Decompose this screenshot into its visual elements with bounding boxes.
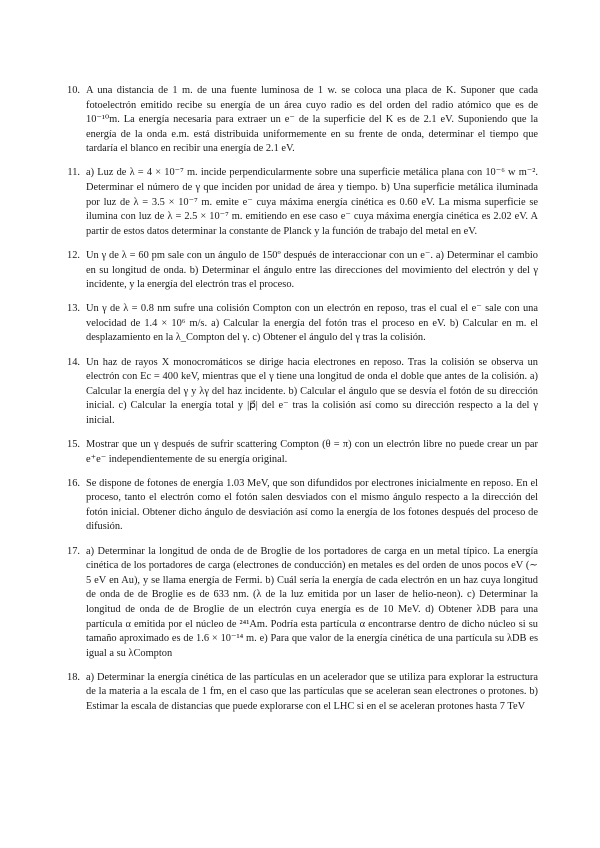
problem-13 xyxy=(60,302,538,346)
problem-text: Un γ de λ = 60 pm sale con un ángulo de 150º después de interaccionar con un e⁻. a) Determinar el cambio en su longitud de onda. b) Determinar el ángulo entre las direcciones del movimiento del electrón y del γ incidente, y la energía del electrón tras el proceso. xyxy=(86,249,538,291)
problem-18 xyxy=(60,671,538,715)
problem-text: a) Determinar la longitud de onda de de Broglie de los portadores de carga en un metal típico. La energía cinética de los portadores de carga (electrones de conducción) en metales es del orden de unos pocos eV (∼ 5 eV en Au), y se llama energía de Fermi. b) Cuál sería la energía de cada electrón en un haz cuya longitud de onda de de Broglie es de 633 nm. (λ de la luz emitida por un laser de helio-neon). c) Determinar la longitud de onda de de Broglie de un electrón cuya energía es de 10 MeV. d) Obtener λDB para una partícula α emitida por el núcleo de ²⁴¹Am. Podría esta partícula α encontrarse dentro de dicho núcleo si su tamaño aproximado es de 1.6 × 10⁻¹⁴ m. e) Para que valor de la energía cinética de una partícula su λDB es igual a su λCompton xyxy=(86,545,538,659)
problem-number: 17. xyxy=(67,545,80,557)
problem-number: 12. xyxy=(67,249,80,261)
problem-number: 13. xyxy=(67,303,80,315)
problem-16 xyxy=(60,477,538,535)
problem-number: 16. xyxy=(67,477,80,489)
problem-text: a) Determinar la energía cinética de las partículas en un acelerador que se utiliza para explorar la estructura de la materia a la escala de 1 fm, en el caso que las partículas que se aceleran sean electrones o protones. b) Estimar la escala de distancias que puede explorarse con el LHC si en el se aceleran protones hasta 7 TeV xyxy=(86,671,538,712)
problem-number: 11. xyxy=(67,167,80,179)
problem-number: 15. xyxy=(67,438,80,450)
problem-11 xyxy=(60,166,538,239)
problem-number: 18. xyxy=(67,671,80,683)
problem-text: a) Luz de λ = 4 × 10⁻⁷ m. incide perpendicularmente sobre una superficie metálica plana con 10⁻⁶ w m⁻². Determinar el número de γ que inciden por unidad de área y tiempo. b) Una superficie metálica iluminada por luz de λ = 3.5 × 10⁻⁷ m. emite e⁻ cuya máxima energía cinética es 0.60 eV. La misma superficie se ilumina con luz de λ = 2.5 × 10⁻⁷ m. emitiendo en ese caso e⁻ cuya máxima energía cinética es 2.02 eV. A partir de estos datos determinar la constante de Planck y la función de trabajo del metal en eV. xyxy=(86,167,538,237)
problem-text: Un γ de λ = 0.8 nm sufre una colisión Compton con un electrón en reposo, tras el cual el e⁻ sale con una velocidad de 1.4 × 10⁶ m/s. a) Calcular la energía del fotón tras el proceso en eV. b) Calcular en m. el desplazamiento en la λ_Compton del γ. c) Obtener el ángulo del γ tras la colisión. xyxy=(86,303,538,344)
problem-10 xyxy=(60,84,538,157)
problem-15 xyxy=(60,438,538,467)
problem-text: Se dispone de fotones de energía 1.03 MeV, que son difundidos por electrones inicialmente en reposo. En el proceso, tanto el electrón como el fotón salen desviados con el mismo ángulo respecto a la dirección del fotón inicial. Obtener dicho ángulo de desviación así como la energía de los fotones después del proceso de difusión. xyxy=(86,477,538,533)
problem-number: 10. xyxy=(67,85,80,96)
problem-number: 14. xyxy=(67,356,80,368)
problem-text: Un haz de rayos X monocromáticos se dirige hacia electrones en reposo. Tras la colisión se observa un electrón con Ec = 400 keV, mientras que el γ tiene una longitud de onda el doble que antes de la colisión. a) Calcular la energía del γ y λγ del haz incidente. b) Calcular el ángulo que se desvía el fotón de su dirección inicial. c) Calcular la energía total y |p⃗| del e⁻ tras la colisión así como su dirección respecto a la del γ inicial. xyxy=(86,356,538,426)
problem-17 xyxy=(60,545,538,662)
problem-text: A una distancia de 1 m. de una fuente luminosa de 1 w. se coloca una placa de K. Suponer que cada fotoelectrón emitido recibe su energía de un área cuyo radio es del orden del radio atómico que es de 10⁻¹⁰m. La energía necesaria para extraer un e⁻ de la superficie del K es de 2.1 eV. Suponiendo que la energía de la onda e.m. está distribuida uniformemente en su frente de onda, determinar el tiempo que tardaría el blanco en recibir una energía de 2.1 eV. xyxy=(86,85,538,155)
problem-12 xyxy=(60,249,538,293)
problem-text: Mostrar que un γ después de sufrir scattering Compton (θ = π) con un electrón libre no puede crear un par e⁺e⁻ independientemente de su energía original. xyxy=(86,438,538,465)
problem-14 xyxy=(60,356,538,429)
